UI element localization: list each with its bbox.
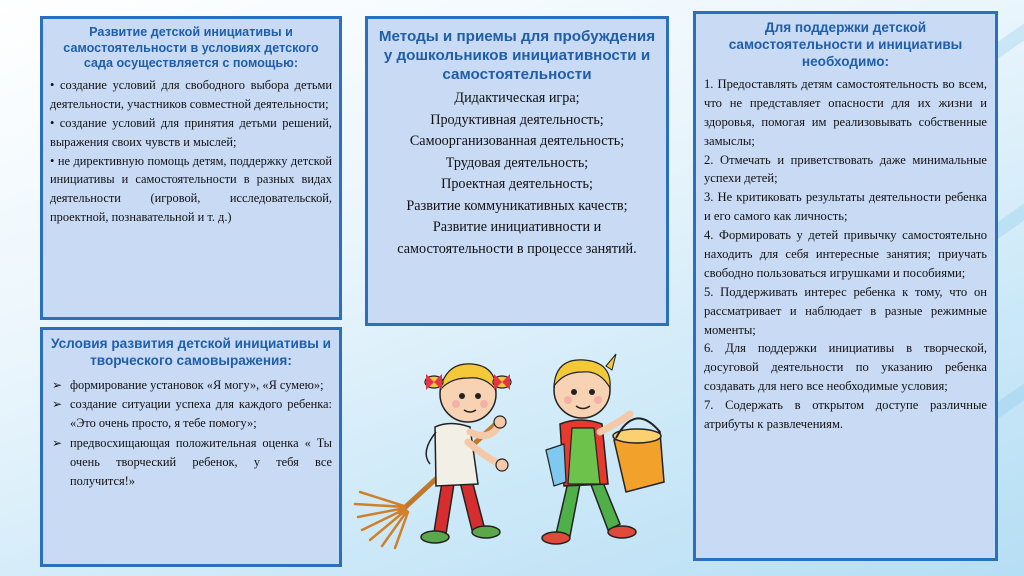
list-item: 6. Для поддержки инициативы в творческой, досуговой деятельности по указанию ребенка создавать для него все необходимые условия; bbox=[704, 341, 987, 394]
boy-with-bucket-icon bbox=[542, 354, 664, 544]
list-item: ➢ предвосхищающая положительная оценка « Ты очень творческий ребенок, у тебя все получится!» bbox=[52, 435, 332, 489]
list-item: • создание условий для свободного выбора детьми деятельности, участников совместной деятельности; bbox=[50, 78, 332, 112]
list-item: ➢ создание ситуации успеха для каждого ребенка: «Это очень просто, я тебе помогу»; bbox=[52, 397, 332, 431]
arrow-right-icon: ➢ bbox=[52, 397, 63, 412]
list-item: 7. Содержать в открытом доступе различные атрибуты к развлечениям. bbox=[704, 398, 987, 431]
arrow-right-icon: ➢ bbox=[52, 435, 63, 450]
list-item: Трудовая деятельность; bbox=[445, 154, 589, 171]
list-item: 5. Поддерживать интерес ребенка к тому, что он рассматривает и наблюдает в разные режимные моменты; bbox=[704, 284, 987, 337]
initiative-panel-title: Развитие детской инициативы и самостоятельности в условиях детского сада осуществляется с помощью: bbox=[63, 25, 319, 71]
list-item: Дидактическая игра; bbox=[454, 90, 580, 106]
list-item: 3. Не критиковать результаты деятельности ребенка и его самого как личность; bbox=[704, 190, 987, 224]
list-item: ➢ формирование установок «Я могу», «Я сумею»; bbox=[50, 376, 332, 395]
initiative-list bbox=[50, 76, 332, 227]
support-panel bbox=[693, 11, 998, 561]
list-item: Проектная деятельность; bbox=[441, 176, 593, 193]
list-item: Продуктивная деятельность; bbox=[430, 111, 604, 128]
arrow-right-icon: ➢ bbox=[52, 377, 63, 392]
children-cleaning-illustration bbox=[350, 332, 685, 576]
conditions-panel bbox=[40, 327, 342, 567]
list-item: 2. Отмечать и приветствовать даже минимальные успехи детей; bbox=[704, 152, 987, 186]
initiative-panel bbox=[40, 16, 342, 320]
support-panel-title: Для поддержки детской самостоятельности и инициативы необходимо: bbox=[728, 20, 963, 69]
conditions-list bbox=[50, 376, 332, 491]
list-item: • не директивную помощь детям, поддержку детской инициативы и самостоятельности в разных видах деятельности (игровой, исследовательской, проектной, познавательной и т. д.) bbox=[50, 153, 332, 225]
methods-panel bbox=[365, 16, 669, 326]
methods-panel-title: Методы и приемы для пробуждения у дошкольников инициативности и самостоятельности bbox=[378, 28, 656, 83]
list-item: 4. Формировать у детей привычку самостоятельно находить для себя интересные занятия; приучать свободно пользоваться игрушками и пособиями; bbox=[704, 228, 987, 280]
list-item: Развитие коммуникативных качеств; bbox=[406, 197, 628, 214]
list-item: 1. Предоставлять детям самостоятельность во всем, что не представляет опасности для их жизни и здоровья, помогая им реализовывать собственные замыслы; bbox=[704, 76, 987, 148]
list-item: • создание условий для принятия детьми решений, выражения своих чувств и мыслей; bbox=[50, 115, 332, 149]
conditions-panel-title: Условия развития детской инициативы и творческого самовыражения: bbox=[51, 336, 331, 368]
girl-with-broom-icon bbox=[355, 364, 511, 548]
list-item: Самоорганизованная деятельность; bbox=[409, 133, 625, 150]
list-item: Развитие инициативности и самостоятельности в процессе занятий. bbox=[397, 219, 637, 258]
